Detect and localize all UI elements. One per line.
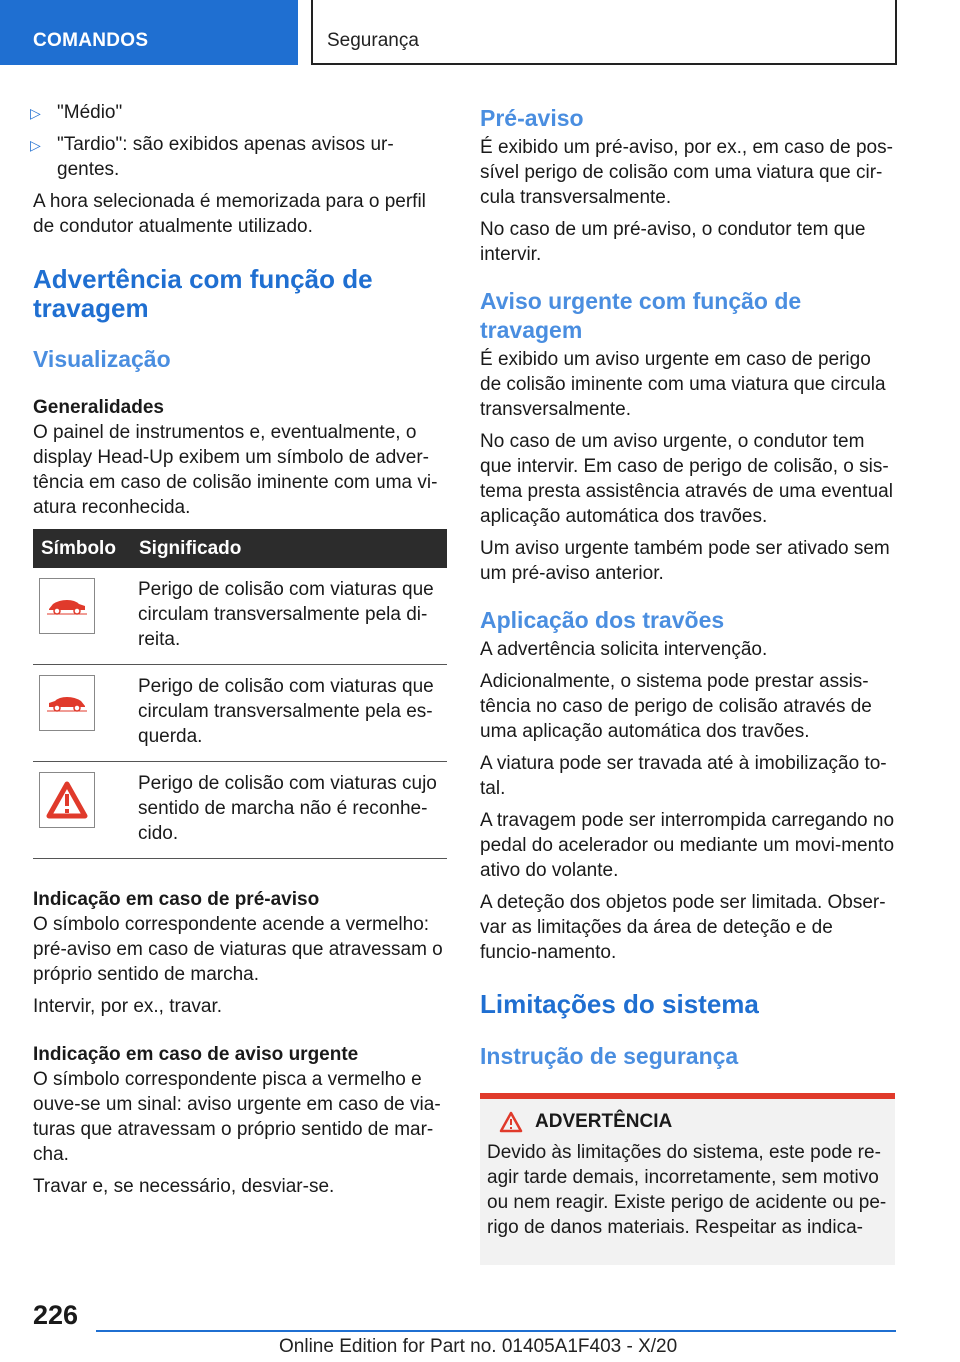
paragraph: Um aviso urgente também pode ser ativado sem um pré-aviso anterior. [480,538,890,584]
table-header-symbol: Símbolo [33,529,131,568]
paragraph: No caso de um aviso urgente, o condutor tem que intervir. Em caso de perigo de colisão, o sis-tema presta assistência através de uma eventual aplicação automática dos travões. [480,431,893,527]
table-row [33,665,447,762]
table-row [33,762,447,859]
triangle-bullet-icon: ▷ [30,137,41,153]
subsection-heading: Visualização [33,346,171,372]
subsection-heading: Aviso urgente com função de travagem [480,288,802,343]
list-item: ▷ "Médio" [0,100,447,125]
pre-warning-paragraph: O símbolo correspondente acende a vermelho: pré-aviso em caso de viaturas que atravessam o próprio sentido de marcha. [33,914,443,985]
table-header-meaning: Significado [131,529,447,568]
urgent-warning-action: Travar e, se necessário, desviar-se. [33,1176,335,1197]
pre-warning-action: Intervir, por ex., travar. [33,996,223,1017]
subsection-heading: Pré-aviso [480,105,584,131]
table-row [33,568,447,665]
left-column [30,100,447,1199]
table-cell: Perigo de colisão com viaturas que circulam transversalmente pela es-querda. [131,665,447,762]
paragraph: É exibido um aviso urgente em caso de perigo de colisão iminente com uma viatura que circula transversalmente. [480,349,886,420]
warning-triangle-icon [499,1111,523,1133]
paragraph: A advertência solicita intervenção. [480,639,768,660]
page-number: 226 [33,1300,79,1330]
subsection-tab [311,0,897,65]
paragraph: A viatura pode ser travada até à imobilização to-tal. [480,753,887,799]
subsection-heading: Aplicação dos travões [480,607,725,633]
car-crossing-left-icon [39,675,95,731]
list-item: ▷ "Tardio": são exibidos apenas avisos ur-gentes. [30,134,394,180]
paragraph-heading: Indicação em caso de pré-aviso [33,889,320,910]
triangle-bullet-icon: ▷ [30,105,41,121]
subsection-title: Segurança [327,30,419,51]
table-cell: Perigo de colisão com viaturas cujo sentido de marcha não é reconhe-cido. [131,762,447,859]
footer-divider [96,1330,896,1332]
warning-title: ADVERTÊNCIA [535,1111,673,1132]
right-column [480,104,895,1265]
general-paragraph: O painel de instrumentos e, eventualmente, o display Head-Up exibem um símbolo de adver-tência em caso de colisão iminente com uma vi-atura reconhecida. [33,422,438,518]
paragraph-heading: Generalidades [33,397,164,418]
paragraph-heading: Indicação em caso de aviso urgente [33,1044,359,1065]
footer-edition: Online Edition for Part no. 01405A1F403 - X/20 [279,1336,678,1357]
subsection-heading: Instrução de segurança [480,1043,739,1069]
section-heading: Limitações do sistema [480,989,759,1019]
paragraph: Adicionalmente, o sistema pode prestar assis-tência no caso de perigo de colisão através de uma aplicação automática dos travões. [480,671,872,742]
paragraph: No caso de um pré-aviso, o condutor tem que intervir. [480,219,866,265]
paragraph: É exibido um pré-aviso, por ex., em caso de pos-sível perigo de colisão com uma viatura que cir-cula transversalmente. [480,137,893,208]
paragraph: A deteção dos objetos pode ser limitada. Obser-var as limitações da área de deteção e de funcio-namento. [480,892,886,963]
section-tab [0,0,298,65]
symbol-table [33,529,447,859]
section-title: COMANDOS [33,30,149,51]
intro-paragraph: A hora selecionada é memorizada para o perfil de condutor atualmente utilizado. [33,191,426,237]
car-crossing-right-icon [39,578,95,634]
section-heading: Advertência com função de travagem [33,264,373,323]
warning-box [480,1093,895,1265]
warning-triangle-icon [39,772,95,828]
urgent-warning-paragraph: O símbolo correspondente pisca a vermelho e ouve-se um sinal: aviso urgente em caso de via-turas que atravessam o próprio sentido de mar-cha. [33,1069,441,1165]
table-cell: Perigo de colisão com viaturas que circulam transversalmente pela di-reita. [131,568,447,665]
warning-text: Devido às limitações do sistema, este pode re-agir tarde demais, incorretamente, sem motivo ou nem reagir. Existe perigo de acidente ou pe-rigo de danos materiais. Respeitar as indica- [487,1142,887,1238]
paragraph: A travagem pode ser interrompida carregando no pedal do acelerador ou mediante um movi-mento ativo do volante. [480,810,895,881]
